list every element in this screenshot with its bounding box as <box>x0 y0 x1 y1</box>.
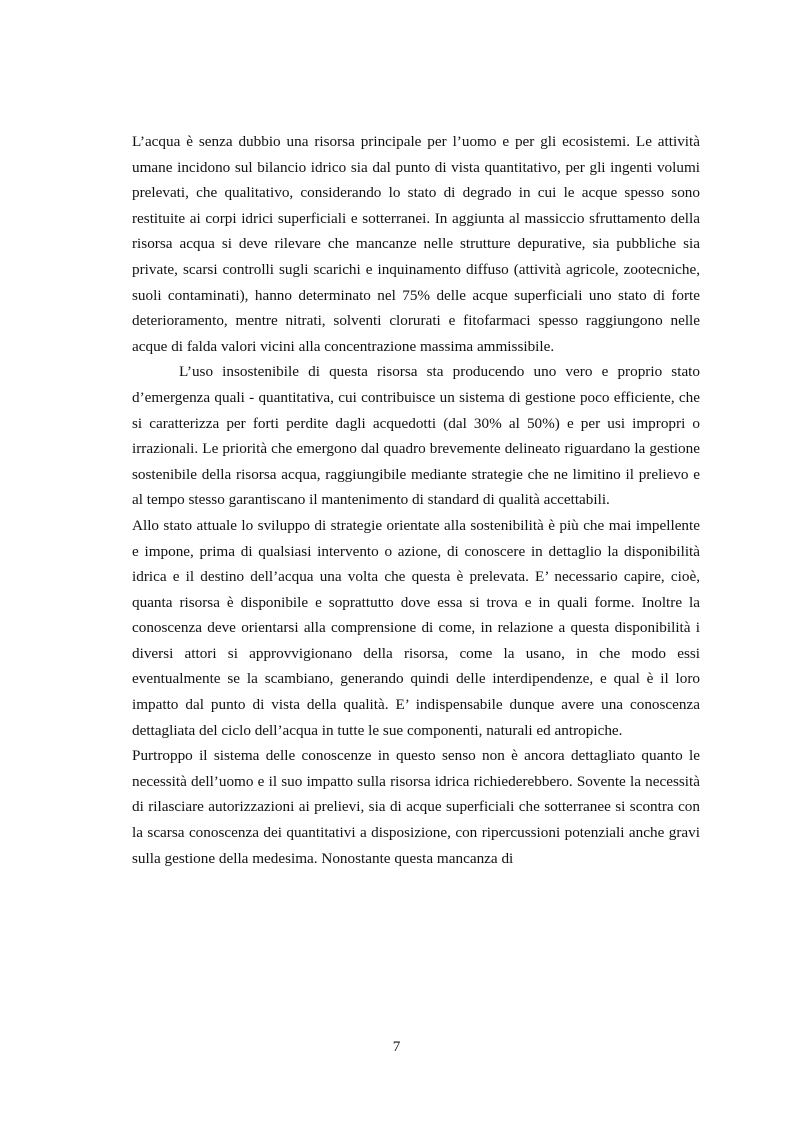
paragraph-1: L’acqua è senza dubbio una risorsa principale per l’uomo e per gli ecosistemi. Le attività umane incidono sul bilancio idrico sia dal punto di vista quantitativo, per gli ingenti volumi prelevati, che qualitativo, considerando lo stato di degrado in cui le acque spesso sono restituite ai corpi idrici superficiali e sotterranei. In aggiunta al massiccio sfruttamento della risorsa acqua si deve rilevare che mancanze nelle strutture depurative, sia pubbliche sia private, scarsi controlli sugli scarichi e inquinamento diffuso (attività agricole, zootecniche, suoli contaminati), hanno determinato nel 75% delle acque superficiali uno stato di forte deterioramento, mentre nitrati, solventi clorurati e fitofarmaci spesso raggiungono nelle acque di falda valori vicini alla concentrazione massima ammissibile. <box>132 133 700 355</box>
body-text <box>132 129 700 871</box>
paragraph-4: Purtroppo il sistema delle conoscenze in questo senso non è ancora dettagliato quanto le necessità dell’uomo e il suo impatto sulla risorsa idrica richiederebbero. Sovente la necessità di rilasciare autorizzazioni ai prelievi, sia di acque superficiali che sotterranee si scontra con la scarsa conoscenza dei quantitativi a disposizione, con ripercussioni potenziali anche gravi sulla gestione della medesima. Nonostante questa mancanza di <box>132 747 700 867</box>
paragraph-2: L’uso insostenibile di questa risorsa sta producendo uno vero e proprio stato d’emergenza quali - quantitativa, cui contribuisce un sistema di gestione poco efficiente, che si caratterizza per forti perdite dagli acquedotti (dal 30% al 50%) e per usi impropri o irrazionali. Le priorità che emergono dal quadro brevemente delineato riguardano la gestione sostenibile della risorsa acqua, raggiungibile mediante strategie che ne limitino il prelievo e al tempo stesso garantiscano il mantenimento di standard di qualità accettabili. <box>132 363 700 509</box>
page-number: 7 <box>392 1038 401 1055</box>
paragraph-3: Allo stato attuale lo sviluppo di strategie orientate alla sostenibilità è più che mai impellente e impone, prima di qualsiasi intervento o azione, di conoscere in dettaglio la disponibilità idrica e il destino dell’acqua una volta che questa è prelevata. E’ necessario capire, cioè, quanta risorsa è disponibile e soprattutto dove essa si trova e in quali forme. Inoltre la conoscenza deve orientarsi alla comprensione di come, in relazione a questa disponibilità i diversi attori si approvvigionano della risorsa, come la usano, in che modo essi eventualmente se la scambiano, generando quindi delle interdipendenze, e qual è il loro impatto dal punto di vista della qualità. E’ indispensabile dunque avere una conoscenza dettagliata del ciclo dell’acqua in tutte le sue componenti, naturali ed antropiche. <box>132 516 700 739</box>
